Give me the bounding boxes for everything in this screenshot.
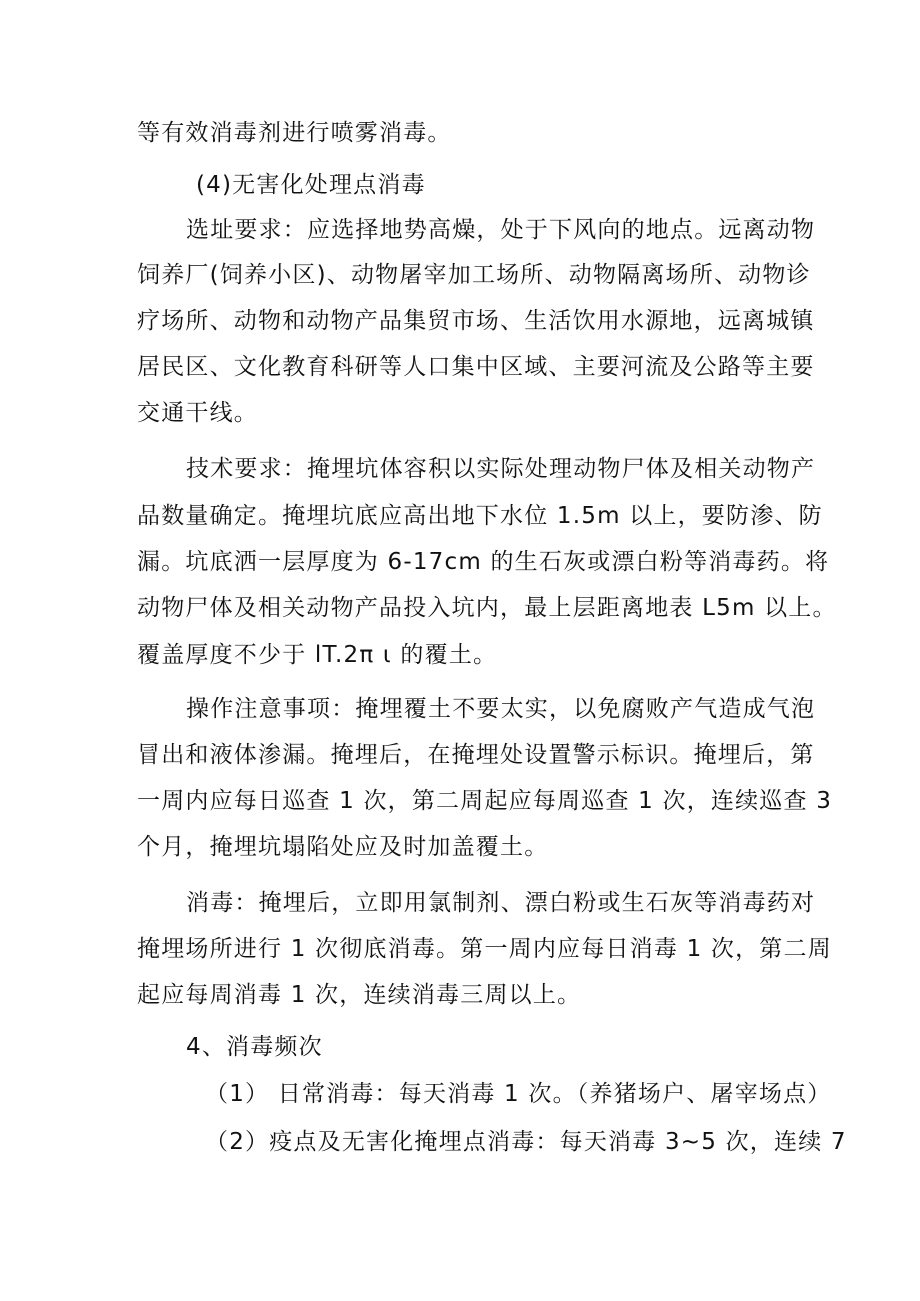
- text-line: 饲养厂(饲养小区)、动物屠宰加工场所、动物隔离场所、动物诊: [137, 262, 811, 288]
- text-line: 漏。坑底洒一层厚度为 6-17cm 的生石灰或漂白粉等消毒药。将: [137, 549, 830, 575]
- text-line: 居民区、文化教育科研等人口集中区域、主要河流及公路等主要: [137, 354, 815, 380]
- text-line: 消毒：掩埋后，立即用氯制剂、漂白粉或生石灰等消毒药对: [186, 890, 816, 916]
- text-line: 品数量确定。掩埋坑底应高出地下水位 1.5m 以上，要防渗、防: [137, 503, 823, 529]
- text-line: 冒出和液体渗漏。掩埋后，在掩埋处设置警示标识。掩埋后，第: [137, 742, 815, 768]
- text-line: 交通干线。: [137, 400, 258, 426]
- section-heading: 4、消毒频次: [186, 1034, 323, 1060]
- text-line: 掩埋场所进行 1 次彻底消毒。第一周内应每日消毒 1 次，第二周: [137, 936, 832, 962]
- text-line: 动物尸体及相关动物产品投入坑内，最上层距离地表 L5m 以上。: [137, 595, 837, 621]
- text-line: 疗场所、动物和动物产品集贸市场、生活饮用水源地，远离城镇: [137, 308, 815, 334]
- text-line: 起应每周消毒 1 次，连续消毒三周以上。: [137, 982, 582, 1008]
- text-line: 操作注意事项：掩埋覆土不要太实，以免腐败产气造成气泡: [186, 696, 816, 722]
- text-line: 一周内应每日巡查 1 次，第二周起应每周巡查 1 次，连续巡查 3: [137, 788, 833, 814]
- list-item: （1） 日常消毒：每天消毒 1 次。（养猪场户、屠宰场点）: [205, 1081, 832, 1107]
- section-heading: (4)无害化处理点消毒: [196, 172, 426, 198]
- text-line: 个月，掩埋坑塌陷处应及时加盖覆土。: [137, 834, 549, 860]
- text-line: 技术要求：掩埋坑体容积以实际处理动物尸体及相关动物产: [186, 456, 816, 482]
- text-line: 覆盖厚度不少于 lT.2π ι 的覆土。: [137, 642, 498, 668]
- list-item: （2）疫点及无害化掩埋点消毒：每天消毒 3~5 次，连续 7: [205, 1129, 847, 1155]
- text-line: 等有效消毒剂进行喷雾消毒。: [137, 120, 452, 146]
- text-line: 选址要求：应选择地势高燥，处于下风向的地点。远离动物: [186, 217, 816, 243]
